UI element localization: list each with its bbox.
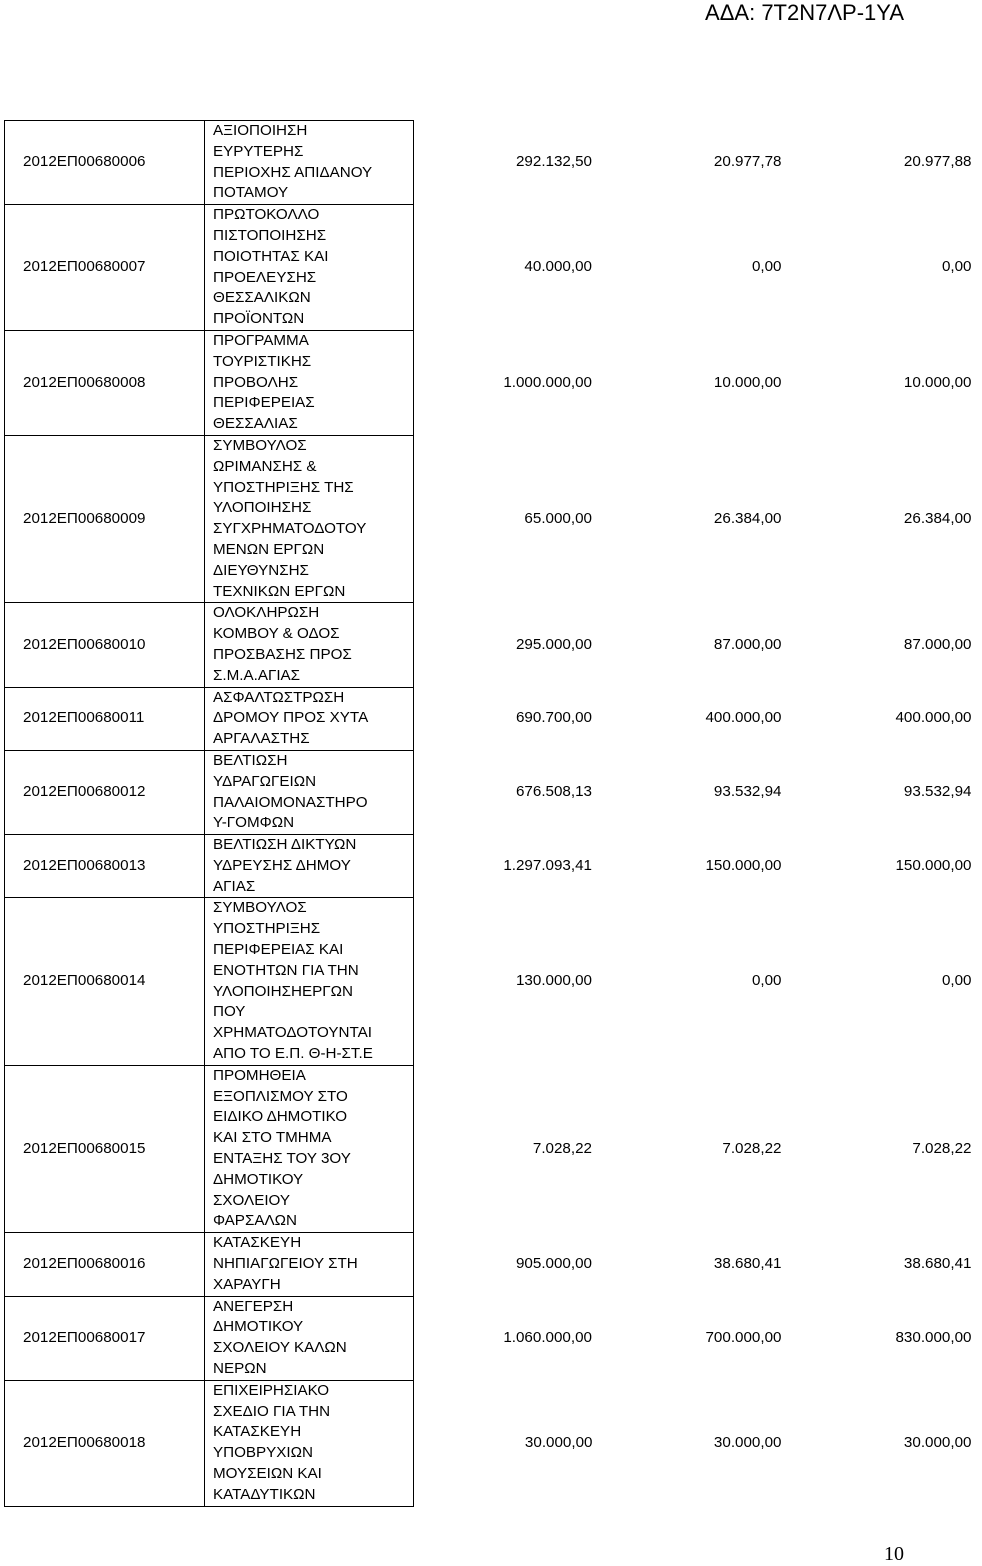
table-row <box>5 687 982 750</box>
table-row <box>5 898 982 1065</box>
description-line: ΟΛΟΚΛΗΡΩΣΗ <box>213 604 320 622</box>
description-line: ΕΙΔΙΚΟ ΔΗΜΟΤΙΚΟ <box>213 1108 348 1126</box>
commitment-amount: 26.384,00 <box>713 509 782 527</box>
description-line: ΠΡΟΒΟΛΗΣ <box>213 373 299 391</box>
payment-amount: 0,00 <box>941 972 972 990</box>
project-description <box>205 330 414 435</box>
description-line: ΥΠΟΣΤΗΡΙΞΗΣ ΤΗΣ <box>213 478 354 496</box>
table-row <box>5 121 982 205</box>
description-line: ΑΠΟ ΤΟ Ε.Π. Θ-Η-ΣΤ.Ε <box>213 1045 373 1063</box>
table-row <box>5 205 982 331</box>
description-line: ΚΑΤΑΣΚΕΥΗ <box>213 1423 302 1441</box>
table-row <box>5 1296 982 1380</box>
budget-amount: 295.000,00 <box>515 635 592 653</box>
payment-amount: 38.680,41 <box>903 1255 972 1273</box>
description-line: ΠΑΛΑΙΟΜΟΝΑΣΤΗΡΟ <box>213 793 368 811</box>
budget-amount: 1.297.093,41 <box>503 856 592 874</box>
description-line: ΕΞΟΠΛΙΣΜΟΥ ΣΤΟ <box>213 1087 348 1105</box>
project-description <box>205 750 414 834</box>
project-description <box>205 1233 414 1296</box>
project-description <box>205 835 414 898</box>
description-line: ΜΕΝΩΝ ΕΡΓΩΝ <box>213 540 325 558</box>
description-line: ΔΡΟΜΟΥ ΠΡΟΣ ΧΥΤΑ <box>213 709 369 727</box>
description-line: ΑΝΕΓΕΡΣΗ <box>213 1297 294 1315</box>
description-line: ΥΠΟΣΤΗΡΙΞΗΣ <box>213 920 321 938</box>
description-line: ΥΔΡΕΥΣΗΣ ΔΗΜΟΥ <box>213 856 351 874</box>
budget-amount: 1.060.000,00 <box>503 1328 592 1346</box>
description-line: Υ-ΓΟΜΦΩΝ <box>213 814 295 832</box>
description-line: ΠΡΟΕΛΕΥΣΗΣ <box>213 268 317 286</box>
commitment-amount: 7.028,22 <box>722 1139 782 1157</box>
payment-amount: 7.028,22 <box>912 1139 972 1157</box>
commitment-amount: 150.000,00 <box>705 856 782 874</box>
description-line: ΔΗΜΟΤΙΚΟΥ <box>213 1170 304 1188</box>
payment-amount: 830.000,00 <box>895 1328 972 1346</box>
project-code: 2012ΕΠ00680016 <box>5 1233 205 1296</box>
project-code: 2012ΕΠ00680018 <box>5 1380 205 1506</box>
table-row <box>5 750 982 834</box>
description-line: ΝΗΠΙΑΓΩΓΕΙΟΥ ΣΤΗ <box>213 1255 358 1273</box>
description-line: ΕΠΙΧΕΙΡΗΣΙΑΚΟ <box>213 1381 330 1399</box>
commitment-amount: 30.000,00 <box>713 1433 782 1451</box>
table-row <box>5 1065 982 1232</box>
budget-amount: 30.000,00 <box>524 1433 593 1451</box>
description-line: ΠΕΡΙΦΕΡΕΙΑΣ <box>213 394 315 412</box>
description-line: ΣΥΜΒΟΥΛΟΣ <box>213 899 307 917</box>
project-description <box>205 687 414 750</box>
budget-amount: 130.000,00 <box>515 972 592 990</box>
payment-amount: 400.000,00 <box>895 709 972 727</box>
description-line: ΘΕΣΣΑΛΙΚΩΝ <box>213 289 311 307</box>
payment-amount: 93.532,94 <box>903 783 972 801</box>
commitment-amount: 700.000,00 <box>705 1328 782 1346</box>
description-line: ΑΡΓΑΛΑΣΤΗΣ <box>213 730 310 748</box>
description-line: ΑΞΙΟΠΟΙΗΣΗ <box>213 122 308 139</box>
description-line: ΚΑΤΑΣΚΕΥΗ <box>213 1234 302 1252</box>
project-code: 2012ΕΠ00680017 <box>5 1296 205 1380</box>
description-line: ΜΟΥΣΕΙΩΝ ΚΑΙ <box>213 1465 322 1482</box>
description-line: ΣΧΟΛΕΙΟΥ <box>213 1191 291 1209</box>
description-line: Σ.Μ.Α.ΑΓΙΑΣ <box>213 666 301 684</box>
description-line: ΥΛΟΠΟΙΗΣΗΣ <box>213 499 312 517</box>
project-description <box>205 1296 414 1380</box>
commitment-amount: 0,00 <box>751 972 782 990</box>
table-row <box>5 603 982 687</box>
budget-amount: 40.000,00 <box>524 258 592 276</box>
description-line: ΥΔΡΑΓΩΓΕΙΩΝ <box>213 772 317 790</box>
description-line: ΧΑΡΑΥΓΗ <box>213 1275 281 1293</box>
description-line: ΥΠΟΒΡΥΧΙΩΝ <box>213 1444 313 1462</box>
description-line: ΤΕΧΝΙΚΩΝ ΕΡΓΩΝ <box>213 582 346 600</box>
budget-amount: 7.028,22 <box>532 1139 592 1157</box>
table-row <box>5 1233 982 1296</box>
description-line: ΔΗΜΟΤΙΚΟΥ <box>213 1318 304 1336</box>
description-line: ΔΙΕΥΘΥΝΣΗΣ <box>213 561 309 579</box>
description-line: ΠΡΩΤΟΚΟΛΛΟ <box>213 206 320 224</box>
description-line: ΥΛΟΠΟΙΗΣΗΕΡΓΩΝ <box>213 982 353 1000</box>
project-code: 2012ΕΠ00680007 <box>5 205 205 331</box>
project-description <box>205 205 414 331</box>
description-line: ΠΟΤΑΜΟΥ <box>213 184 289 202</box>
description-line: ΠΟΙΟΤΗΤΑΣ ΚΑΙ <box>213 247 329 265</box>
description-line: ΣΥΓΧΡΗΜΑΤΟΔΟΤΟΥ <box>213 520 367 538</box>
description-line: ΒΕΛΤΙΩΣΗ ΔΙΚΤΥΩΝ <box>213 836 357 854</box>
budget-amount: 905.000,00 <box>515 1255 592 1273</box>
description-line: ΒΕΛΤΙΩΣΗ <box>213 751 288 769</box>
project-code: 2012ΕΠ00680013 <box>5 835 205 898</box>
commitment-amount: 87.000,00 <box>713 635 782 653</box>
payment-amount: 20.977,88 <box>903 153 972 171</box>
project-code: 2012ΕΠ00680015 <box>5 1065 205 1232</box>
project-code: 2012ΕΠ00680006 <box>5 121 205 205</box>
commitment-amount: 20.977,78 <box>713 153 782 171</box>
description-line: ΕΥΡΥΤΕΡΗΣ <box>213 142 304 160</box>
description-line: ΕΝΤΑΞΗΣ ΤΟΥ 3ΟΥ <box>213 1150 351 1168</box>
description-line: ΠΡΟΪΟΝΤΩΝ <box>213 310 305 328</box>
project-code: 2012ΕΠ00680011 <box>5 687 205 750</box>
budget-amount: 676.508,13 <box>515 783 592 801</box>
commitment-amount: 400.000,00 <box>705 709 782 727</box>
project-description <box>205 1065 414 1232</box>
project-description <box>205 435 414 602</box>
description-line: ΚΑΤΑΔΥΤΙΚΩΝ <box>213 1485 316 1503</box>
ada-header: ΑΔΑ: 7Τ2Ν7ΛΡ-1ΥΑ <box>705 0 904 25</box>
description-line: ΠΡΟΣΒΑΣΗΣ ΠΡΟΣ <box>213 645 352 663</box>
table-body <box>5 121 982 1507</box>
description-line: ΚΑΙ ΣΤΟ ΤΜΗΜΑ <box>213 1129 332 1147</box>
payment-amount: 0,00 <box>941 258 972 276</box>
project-code: 2012ΕΠ00680008 <box>5 330 205 435</box>
payment-amount: 150.000,00 <box>895 856 972 874</box>
table-row <box>5 435 982 602</box>
commitment-amount: 93.532,94 <box>713 783 782 801</box>
description-line: ΚΟΜΒΟΥ & ΟΔΟΣ <box>213 625 340 643</box>
payment-amount: 87.000,00 <box>903 635 972 653</box>
project-code: 2012ΕΠ00680014 <box>5 898 205 1065</box>
budget-amount: 292.132,50 <box>515 153 592 171</box>
project-code: 2012ΕΠ00680009 <box>5 435 205 602</box>
description-line: ΠΕΡΙΟΧΗΣ ΑΠΙΔΑΝΟΥ <box>213 163 373 181</box>
description-line: ΝΕΡΩΝ <box>213 1360 267 1378</box>
payment-amount: 10.000,00 <box>903 373 972 391</box>
description-line: ΑΣΦΑΛΤΩΣΤΡΩΣΗ <box>213 688 345 706</box>
description-line: ΘΕΣΣΑΛΙΑΣ <box>213 415 298 433</box>
commitment-amount: 0,00 <box>751 258 782 276</box>
projects-table <box>4 120 982 1507</box>
project-description <box>205 121 414 205</box>
budget-amount: 690.700,00 <box>515 709 592 727</box>
description-line: ΣΧΕΔΙΟ ΓΙΑ ΤΗΝ <box>213 1402 331 1420</box>
project-code: 2012ΕΠ00680012 <box>5 750 205 834</box>
description-line: ΦΑΡΣΑΛΩΝ <box>213 1212 297 1230</box>
project-description <box>205 1380 414 1506</box>
description-line: ΠΙΣΤΟΠΟΙΗΣΗΣ <box>213 226 327 244</box>
description-line: ΩΡΙΜΑΝΣΗΣ & <box>213 457 317 475</box>
description-line: ΤΟΥΡΙΣΤΙΚΗΣ <box>213 352 312 370</box>
description-line: ΑΓΙΑΣ <box>213 877 256 895</box>
project-description <box>205 898 414 1065</box>
description-line: ΧΡΗΜΑΤΟΔΟΤΟΥΝΤΑΙ <box>213 1024 372 1042</box>
description-line: ΣΧΟΛΕΙΟΥ ΚΑΛΩΝ <box>213 1339 347 1357</box>
project-description <box>205 603 414 687</box>
project-code: 2012ΕΠ00680010 <box>5 603 205 687</box>
commitment-amount: 38.680,41 <box>713 1255 782 1273</box>
page-number: 10 <box>884 1543 904 1565</box>
table-row <box>5 835 982 898</box>
description-line: ΠΡΟΜΗΘΕΙΑ <box>213 1066 306 1084</box>
table-row <box>5 330 982 435</box>
commitment-amount: 10.000,00 <box>713 373 782 391</box>
table-row <box>5 1380 982 1506</box>
description-line: ΠΕΡΙΦΕΡΕΙΑΣ ΚΑΙ <box>213 941 344 959</box>
budget-amount: 65.000,00 <box>524 509 592 527</box>
budget-amount: 1.000.000,00 <box>503 373 592 391</box>
description-line: ΠΟΥ <box>213 1003 246 1021</box>
payment-amount: 26.384,00 <box>903 509 972 527</box>
description-line: ΠΡΟΓΡΑΜΜΑ <box>213 331 309 349</box>
description-line: ΕΝΟΤΗΤΩΝ ΓΙΑ ΤΗΝ <box>213 961 359 979</box>
payment-amount: 30.000,00 <box>903 1433 972 1451</box>
description-line: ΣΥΜΒΟΥΛΟΣ <box>213 436 307 454</box>
